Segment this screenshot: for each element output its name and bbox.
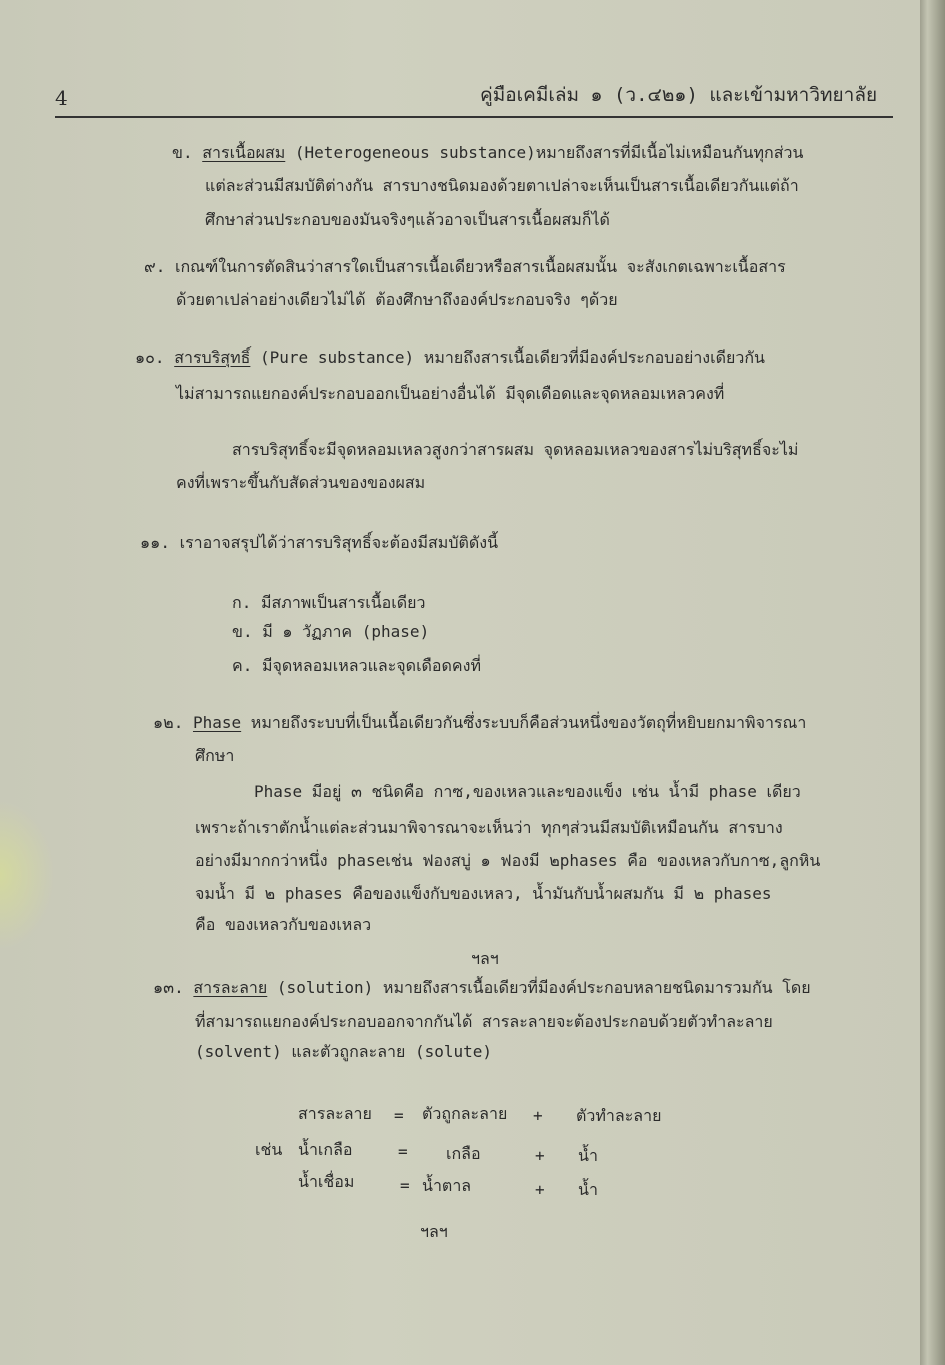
eq-header-plus: + [533, 1106, 543, 1125]
item10-para1: สารบริสุทธิ์จะมีจุดหลอมเหลวสูงกว่าสารผสม จุดหลอมเหลวของสารไม่บริสุทธิ์จะไม่ [232, 440, 799, 459]
item10-line2: ไม่สามารถแยกองค์ประกอบออกเป็นอย่างอื่นได้ มีจุดเดือดและจุดหลอมเหลวคงที่ [176, 384, 725, 403]
eq-header-lhs: สารละลาย [298, 1104, 372, 1123]
item13-marker: ๑๓. [153, 978, 184, 997]
page-edge [920, 0, 945, 1365]
item9-line1 [144, 257, 786, 277]
item12-text1: หมายถึงระบบที่เป็นเนื้อเดียวกันซึ่งระบบก็คือส่วนหนึ่งของวัตถุที่หยิบยกมาพิจารณา [250, 713, 807, 732]
item9-marker: ๙. [144, 257, 166, 276]
item9-line2: ด้วยตาเปล่าอย่างเดียวไม่ได้ ต้องศึกษาถึงองค์ประกอบจริง ๆด้วย [176, 290, 618, 309]
item-kho-line1 [172, 143, 803, 163]
item10-para2: คงที่เพราะขึ้นกับสัดส่วนของของผสม [176, 473, 426, 492]
ellipsis-mark-bottom: ฯลฯ [420, 1222, 448, 1241]
item13-line3: (solvent) และตัวถูกละลาย (solute) [195, 1042, 493, 1061]
item11-sub-c: ค. มีจุดหลอมเหลวและจุดเดือดคงที่ [232, 656, 481, 675]
eq-header-equals: = [394, 1106, 404, 1125]
item-kho-marker: ข. [172, 143, 193, 162]
item12-para5: คือ ของเหลวกับของเหลว [195, 915, 372, 934]
item10-marker: ๑๐. [135, 348, 165, 367]
eq-header-solute: ตัวถูกละลาย [422, 1104, 508, 1123]
item12-line1 [153, 713, 806, 733]
item12-line2: ศึกษา [195, 746, 235, 765]
page-number: 4 [55, 86, 68, 110]
item12-para4: จมน้ำ มี ๒ phases คือของแข็งกับของเหลว, น้ำมันกับน้ำผสมกัน มี ๒ phases [195, 884, 772, 903]
item11-line1 [140, 533, 498, 553]
item11-sub-b: ข. มี ๑ วัฏภาค (phase) [232, 622, 430, 641]
item9-text1: เกณฑ์ในการตัดสินว่าสารใดเป็นสารเนื้อเดียวหรือสารเนื้อผสมนั้น จะสังเกตเฉพาะเนื้อสาร [175, 257, 786, 276]
item10-text1: หมายถึงสารเนื้อเดียวที่มีองค์ประกอบอย่างเดียวกัน [423, 348, 765, 367]
item12-term: Phase [192, 713, 242, 732]
item12-para1: Phase มีอยู่ ๓ ชนิดคือ กาซ,ของเหลวและของแข็ง เช่น น้ำมี phase เดียว [254, 782, 801, 801]
eq-row1-equals: = [398, 1142, 408, 1161]
item-kho-text1: หมายถึงสารที่มีเนื้อไม่เหมือนกันทุกส่วน [535, 143, 804, 162]
item-kho-line3: ศึกษาส่วนประกอบของมันจริงๆแล้วอาจเป็นสารเนื้อผสมก็ได้ [205, 210, 610, 229]
eq-row1-solute: เกลือ [446, 1144, 481, 1163]
item11-marker: ๑๑. [140, 533, 170, 552]
item10-english: (Pure substance) [260, 348, 415, 367]
item13-text1: หมายถึงสารเนื้อเดียวที่มีองค์ประกอบหลายชนิดมารวมกัน โดย [382, 978, 811, 997]
item10-line1 [135, 348, 765, 368]
item11-sub-a: ก. มีสภาพเป็นสารเนื้อเดียว [232, 593, 426, 612]
eq-row2-plus: + [535, 1180, 545, 1199]
item12-para2: เพราะถ้าเราตักน้ำแต่ละส่วนมาพิจารณาจะเห็นว่า ทุกๆส่วนมีสมบัติเหมือนกัน สารบาง [195, 818, 783, 837]
eq-row1-lhs: น้ำเกลือ [298, 1140, 353, 1159]
item12-marker: ๑๒. [153, 713, 184, 732]
item13-term: สารละลาย [193, 978, 268, 997]
header-rule [55, 116, 893, 118]
item-kho-term: สารเนื้อผสม [202, 143, 286, 162]
item10-term: สารบริสุทธิ์ [174, 348, 251, 367]
item13-english: (solution) [276, 978, 374, 997]
paper-stain [0, 800, 55, 950]
eq-row1-plus: + [535, 1146, 545, 1165]
eq-row1-solvent: น้ำ [578, 1146, 598, 1165]
item12-para3: อย่างมีมากกว่าหนึ่ง phaseเช่น ฟองสบู่ ๑ ฟองมี ๒phases คือ ของเหลวกับกาซ,ลูกหิน [195, 851, 821, 870]
eq-row2-solvent: น้ำ [578, 1180, 598, 1199]
item-kho-line2: แต่ละส่วนมีสมบัติต่างกัน สารบางชนิดมองด้วยตาเปล่าจะเห็นเป็นสารเนื้อเดียวกันแต่ถ้า [205, 176, 799, 195]
eq-row2-equals: = [400, 1176, 410, 1195]
running-title: คู่มือเคมีเล่ม ๑ (ว.๔๒๑) และเข้ามหาวิทยาลัย [480, 84, 878, 106]
eq-prefix: เช่น [255, 1140, 283, 1159]
eq-row2-lhs: น้ำเชื่อม [298, 1172, 355, 1191]
item11-text1: เราอาจสรุปได้ว่าสารบริสุทธิ์จะต้องมีสมบัติดังนี้ [179, 533, 499, 552]
item-kho-english: (Heterogeneous substance) [294, 143, 536, 162]
eq-header-solvent: ตัวทำละลาย [576, 1106, 662, 1125]
item13-line1 [153, 978, 811, 998]
item13-line2: ที่สามารถแยกองค์ประกอบออกจากกันได้ สารละลายจะต้องประกอบด้วยตัวทำละลาย [195, 1012, 773, 1031]
eq-row2-solute: น้ำตาล [422, 1176, 472, 1195]
ellipsis-mark: ฯลฯ [471, 949, 499, 968]
